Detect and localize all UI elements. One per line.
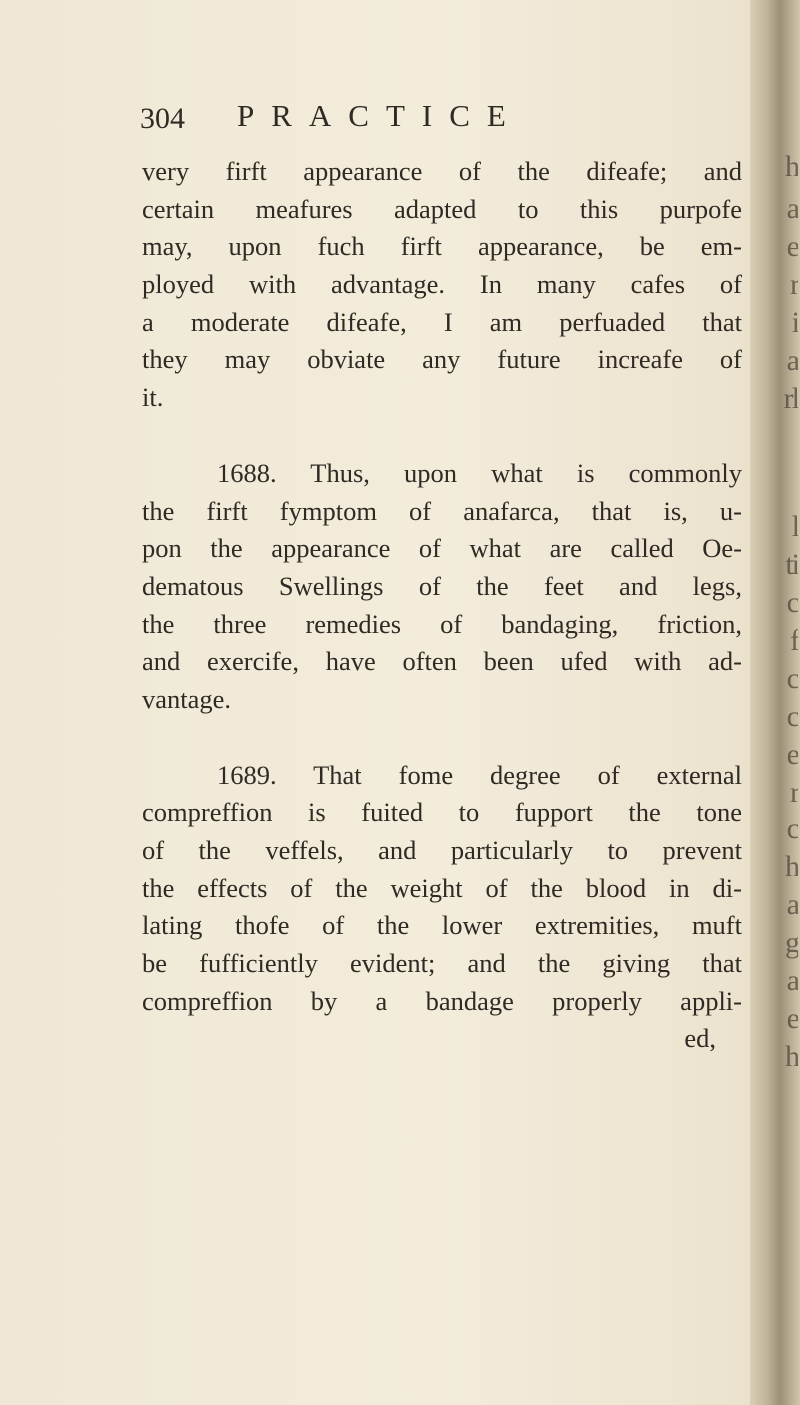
text-line: a moderate difeafe, I am perfuaded that (142, 306, 742, 337)
text-line: 1688. Thus, upon what is commonly (217, 457, 742, 488)
text-line: may, upon fuch firft appearance, be em- (142, 231, 742, 262)
text-line: the firft fymptom of anafarca, that is, u- (142, 495, 742, 526)
text-line: be fufficiently evident; and the giving that (142, 948, 742, 979)
page-header (140, 92, 740, 142)
edge-fragment: a (786, 888, 798, 921)
text-line: dematous Swellings of the feet and legs, (142, 570, 742, 601)
body-text (142, 153, 742, 1058)
text-line: vantage. (142, 683, 232, 714)
page-number: 304 (140, 102, 185, 135)
paragraph-gap (142, 719, 742, 757)
text-line: they may obviate any future increafe of (142, 344, 742, 375)
paragraph (142, 153, 742, 417)
edge-fragment: rl (783, 382, 798, 415)
running-head: PRACTICE (237, 98, 523, 133)
edge-fragment: r (790, 776, 798, 809)
text-line: very firft appearance of the difeafe; and (142, 156, 742, 186)
edge-fragment: e (786, 1002, 798, 1035)
edge-fragment: i (791, 306, 798, 339)
catchword: ed, (684, 1023, 716, 1054)
edge-fragment: a (786, 344, 798, 377)
facing-page-edge (770, 0, 798, 1405)
text-line: it. (142, 382, 164, 413)
edge-fragment: h (785, 850, 798, 883)
edge-fragment: c (786, 700, 798, 733)
edge-fragment: g (785, 926, 798, 959)
text-line: and exercife, have often been ufed with ad- (142, 646, 742, 677)
text-line: lating thofe of the lower extremities, muft (142, 910, 742, 941)
text-line: compreffion by a bandage properly appli- (142, 985, 742, 1016)
text-line: pon the appearance of what are called Oe- (142, 533, 742, 564)
text-line: the effects of the weight of the blood in di- (142, 872, 742, 903)
text-line: of the veffels, and particularly to prevent (142, 835, 742, 865)
edge-fragment: a (786, 964, 798, 997)
text-line: ployed with advantage. In many cafes of (142, 269, 742, 300)
edge-fragment: c (786, 586, 798, 619)
edge-fragment: h (785, 150, 798, 183)
paragraph (142, 455, 742, 719)
edge-fragment: l (791, 510, 798, 543)
edge-fragment: e (786, 230, 798, 263)
paragraph (142, 757, 742, 1059)
edge-fragment: a (786, 192, 798, 225)
text-line: certain meafures adapted to this purpofe (142, 193, 742, 224)
edge-fragment: h (785, 1040, 798, 1073)
edge-fragment: ti (785, 548, 798, 581)
edge-fragment: c (786, 812, 798, 845)
edge-fragment: e (786, 738, 798, 771)
edge-fragment: c (786, 662, 798, 695)
paragraph-gap (142, 417, 742, 455)
text-line: 1689. That fome degree of external (217, 759, 742, 790)
text-line: the three remedies of bandaging, friction, (142, 608, 742, 639)
edge-fragment: r (790, 268, 798, 301)
edge-fragment: f (790, 624, 798, 657)
text-line: compreffion is fuited to fupport the tone (142, 797, 742, 828)
